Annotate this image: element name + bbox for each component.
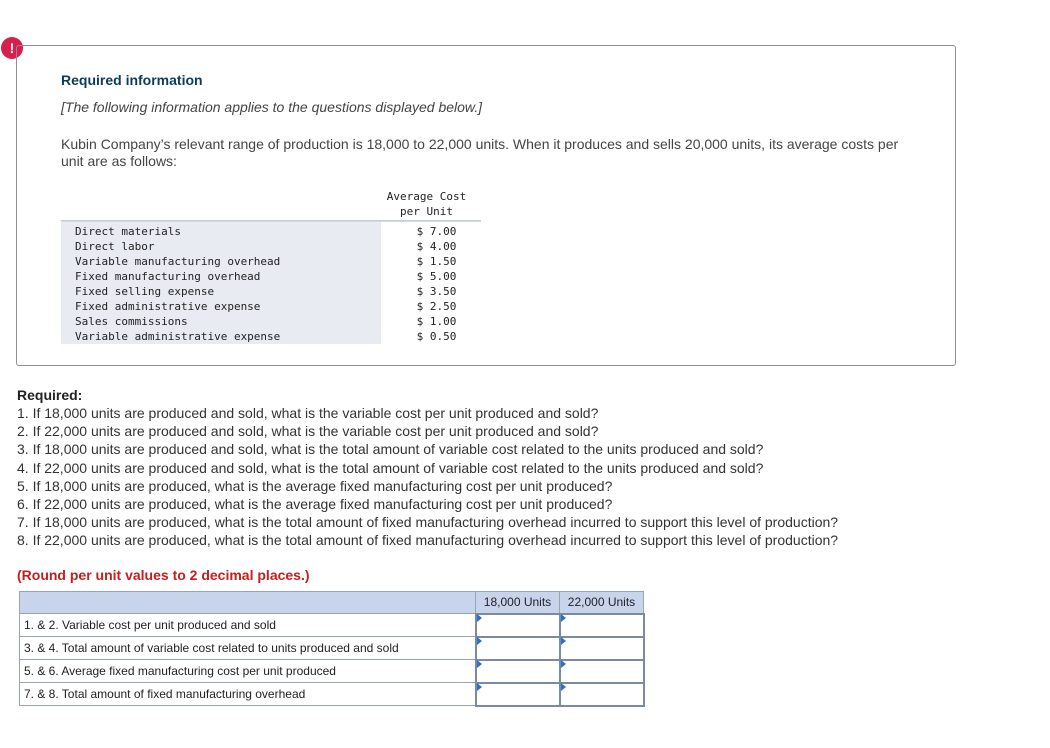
cost-row [61,269,481,284]
rounding-instruction: (Round per unit values to 2 decimal places.) [17,567,310,583]
question-item: 2. If 22,000 units are produced and sold, what is the variable cost per unit produced and sold? [17,423,599,440]
answer-cell-18000[interactable] [476,660,560,683]
cost-item: Fixed administrative expense [61,299,381,314]
cost-value: $ 5.00 [392,269,481,284]
cost-item: Fixed manufacturing overhead [61,269,381,284]
cost-item: Sales commissions [61,314,381,329]
cost-item: Direct labor [61,239,381,254]
cost-header-line1: Average Cost [386,190,467,203]
cost-value: $ 0.50 [392,329,481,344]
column-header-18000: 18,000 Units [476,592,560,614]
cost-row [61,239,481,254]
input-flag-icon [477,637,482,645]
input-flag-icon [477,660,482,668]
answer-row-label: 1. & 2. Variable cost per unit produced and sold [20,614,476,637]
cost-item: Direct materials [61,222,381,239]
answer-cell-22000[interactable] [560,637,644,660]
cost-value: $ 1.00 [392,314,481,329]
answer-cell-22000[interactable] [560,614,644,637]
cost-value: $ 3.50 [392,284,481,299]
input-flag-icon [477,683,482,691]
info-intro: Kubin Company’s relevant range of production is 18,000 to 22,000 units. When it produces and sells 20,000 units, its average costs per unit are as follows: [61,136,899,169]
answer-row-label: 7. & 8. Total amount of fixed manufacturing overhead [20,683,476,706]
required-information-panel [16,45,956,366]
avg-fixed-mfg-cost-22000-input[interactable] [561,662,643,681]
answer-cell-18000[interactable] [476,614,560,637]
variable-cost-per-unit-22000-input[interactable] [561,616,643,635]
cost-item: Fixed selling expense [61,284,381,299]
total-variable-cost-18000-input[interactable] [477,639,559,658]
total-variable-cost-22000-input[interactable] [561,639,643,658]
question-item: 1. If 18,000 units are produced and sold, what is the variable cost per unit produced and sold? [17,405,599,421]
answer-cell-22000[interactable] [560,683,644,706]
cost-header-line2: per Unit [400,205,453,218]
question-item: 8. If 22,000 units are produced, what is the total amount of fixed manufacturing overhead incurred to support this level of production? [17,532,839,549]
question-item: 4. If 22,000 units are produced and sold, what is the total amount of variable cost related to the units produced and sold? [17,459,764,476]
cost-row [61,222,481,239]
answer-row [20,683,644,706]
cost-row [61,329,481,344]
input-flag-icon [561,683,566,691]
question-item: 7. If 18,000 units are produced, what is the total amount of fixed manufacturing overhead incurred to support this level of production? [17,514,839,531]
answer-row-label: 5. & 6. Average fixed manufacturing cost per unit produced [20,660,476,683]
answer-table-header [20,592,644,614]
answer-row [20,637,644,660]
info-title: Required information [61,72,203,88]
cost-item: Variable administrative expense [61,329,381,344]
required-title: Required: [17,387,83,403]
answer-row-label: 3. & 4. Total amount of variable cost related to units produced and sold [20,637,476,660]
cost-value: $ 2.50 [392,299,481,314]
cost-value: $ 1.50 [392,254,481,269]
answer-row [20,660,644,683]
question-item: 3. If 18,000 units are produced and sold, what is the total amount of variable cost related to the units produced and sold? [17,441,764,458]
avg-fixed-mfg-cost-18000-input[interactable] [477,662,559,681]
cost-row [61,284,481,299]
cost-column-header [382,189,471,219]
answer-header-blank [20,592,476,614]
question-list [17,404,838,550]
input-flag-icon [561,637,566,645]
answer-table [19,591,645,707]
total-fixed-mfg-overhead-22000-input[interactable] [561,685,643,704]
cost-row [61,299,481,314]
question-item: 6. If 22,000 units are produced, what is the average fixed manufacturing cost per unit produced? [17,496,613,513]
answer-cell-18000[interactable] [476,683,560,706]
cost-value: $ 7.00 [392,222,481,239]
input-flag-icon [477,614,482,622]
alert-icon: ! [1,37,23,59]
cost-item: Variable manufacturing overhead [61,254,381,269]
answer-row [20,614,644,637]
info-note: [The following information applies to the questions displayed below.] [61,99,483,115]
variable-cost-per-unit-18000-input[interactable] [477,616,559,635]
total-fixed-mfg-overhead-18000-input[interactable] [477,685,559,704]
cost-row [61,254,481,269]
answer-cell-22000[interactable] [560,660,644,683]
column-header-22000: 22,000 Units [560,592,644,614]
cost-value: $ 4.00 [392,239,481,254]
input-flag-icon [561,614,566,622]
cost-table [61,220,481,344]
cost-row [61,314,481,329]
answer-cell-18000[interactable] [476,637,560,660]
question-item: 5. If 18,000 units are produced, what is the average fixed manufacturing cost per unit produced? [17,477,613,494]
input-flag-icon [561,660,566,668]
